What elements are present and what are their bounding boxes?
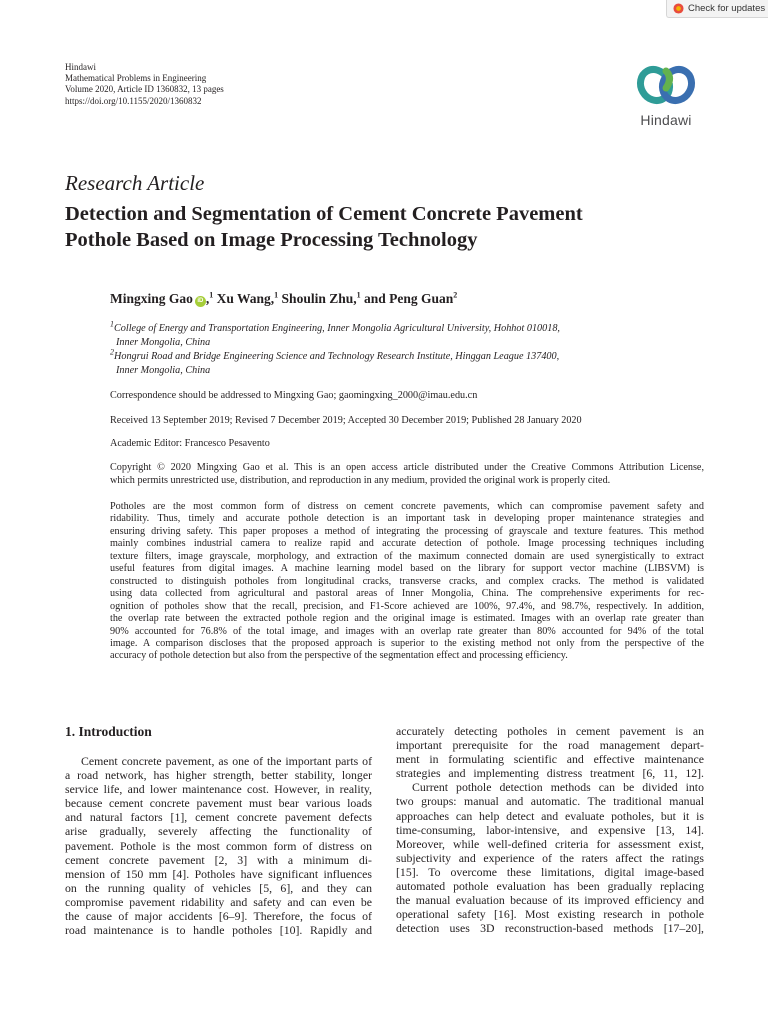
hindawi-logo-icon (635, 60, 697, 110)
abstract-line: accuracy of pothole detection but also from the perspective of the segmentation effect and processing efficiency. (110, 650, 568, 662)
body-line: Current pothole detection methods can be divided into (412, 780, 704, 795)
body-line: important prerequisite for the road management depart- (396, 738, 704, 753)
body-line: detection uses 3D reconstruction-based methods [17–20], (396, 921, 704, 936)
affiliation-1: $^1$College of Energy and Transportation Engineering, Inner Mongolia Agricultural University, Hohhot 010018, Inner Mongolia, China (110, 319, 560, 348)
abstract-line: useful features from digital images. A machine learning model based on the library for support vector machine (LIBSVM) is (110, 563, 704, 575)
section-heading-introduction: 1. Introduction (65, 724, 152, 739)
article-type: Research Article (65, 171, 205, 195)
copyright-notice: Copyright © 2020 Mingxing Gao et al. This is an open access article distributed under the Creative Commons Attribution License, which permits unrestricted use, distribution, and reproduction in any medium, provided the original work is properly cited. (110, 462, 704, 486)
hindawi-logo[interactable] (628, 60, 704, 140)
title-line-2: Pothole Based on Image Processing Technology (65, 228, 478, 251)
body-line: arise gradually, severely affecting the functionality of (65, 824, 372, 839)
abstract-line: Potholes are the most common form of distress on cement concrete pavements, which can compromise pavement safety and (110, 501, 704, 512)
body-column-left (65, 754, 372, 937)
abstract-line: the overlap rate between the extracted pothole region and the original image is estimated. Images with an overlap rate greater than (110, 613, 704, 625)
body-line: subjectivity and experience of the raters affect the ratings (396, 850, 704, 865)
body-line: the cause of major accidents [6–9]. Therefore, the focus of (65, 909, 372, 924)
body-line: and natural factors [1], cement concrete pavement defects (65, 810, 372, 825)
check-for-updates-label: Check for updates (688, 3, 766, 14)
body-line: on the running quality of vehicles [5, 6], and they can (65, 880, 372, 895)
publisher-name: Hindawi (65, 62, 96, 72)
body-line: Moreover, while well-defined criteria for assessment exist, (396, 836, 704, 851)
journal-name: Mathematical Problems in Engineering (65, 73, 207, 84)
body-line: because cement concrete pavement must bear various loads (65, 796, 372, 811)
body-line: time-consuming, labor-intensive, and expensive [13, 14]. (396, 822, 704, 837)
author-affiliation-mark: 1 (209, 290, 214, 300)
volume-line: Volume 2020, Article ID 1360832, 13 pages (65, 84, 224, 95)
correspondence: Correspondence should be addressed to Mingxing Gao; gaomingxing_2000@imau.edu.cn (110, 390, 478, 401)
abstract-line: constructed to distinguish potholes from longitudinal cracks, transverse cracks, and complex cracks. The method is validated (110, 575, 704, 587)
body-line: road maintenance is to handle potholes [10]. Rapidly and (65, 923, 372, 938)
author-affiliation-mark: 2 (453, 290, 458, 300)
academic-editor: Academic Editor: Francesco Pesavento (110, 438, 270, 449)
orcid-icon[interactable]: iD (195, 296, 206, 307)
journal-meta (65, 62, 224, 107)
body-line: a road network, has higher strength, better stability, longer (65, 768, 372, 783)
doi-link[interactable]: https://doi.org/10.1155/2020/1360832 (65, 95, 202, 106)
body-column-right (396, 724, 704, 935)
check-for-updates-icon (673, 3, 684, 14)
article-title (65, 202, 705, 253)
body-line: ment in formulating scientific and effective maintenance (396, 752, 704, 767)
author-name[interactable]: Xu Wang (216, 291, 271, 306)
abstract-line: texture filters, image grayscale, morphology, and extraction of the maximum connected domain are used synergistically to extract (110, 550, 704, 562)
title-line-1: Detection and Segmentation of Cement Concrete Pavement (65, 203, 583, 225)
body-line: mension of 150 mm [4]. Potholes have significant influences (65, 866, 372, 881)
author-name[interactable]: Shoulin Zhu (281, 291, 354, 306)
body-line: approaches can help detect and evaluate potholes, but it is (396, 808, 704, 823)
author-affiliation-mark: 1 (356, 290, 361, 300)
body-line: compromise pavement ridability and safety and can even be (65, 894, 372, 909)
abstract (110, 501, 704, 663)
body-line: service life, and lower maintenance cost. However, in reality, (65, 782, 372, 797)
body-line: pavement. Pothole is the most common form of distress on (65, 838, 372, 853)
body-line: two groups: manual and automatic. The traditional manual (396, 794, 704, 809)
hindawi-logo-text: Hindawi (640, 112, 692, 128)
publication-dates: Received 13 September 2019; Revised 7 December 2019; Accepted 30 December 2019; Published 28 January 2020 (110, 415, 582, 426)
author-affiliation-mark: 1 (274, 290, 279, 300)
abstract-line: mainly combines industrial camera to realize rapid and accurate detection of pothole. Image processing techniques including (110, 538, 704, 550)
body-line: operational safety [16]. Most existing research in pothole (396, 907, 704, 922)
abstract-line: image. A comparison discloses that the proposed approach is superior to the existing method not only from the perspective of the (110, 637, 704, 649)
affiliation-2: $^2$Hongrui Road and Bridge Engineering Science and Technology Research Institute, Hinggan League 137400, Inner Mongolia, China (110, 347, 560, 376)
body-line: Cement concrete pavement, as one of the important parts of (81, 754, 372, 768)
abstract-line: ridability. Thus, timely and accurate pothole detection is an important task in developing proper maintenance strategies and (110, 513, 704, 525)
abstract-line: ognition of potholes show that the recall, precision, and F1-Score achieved are 100%, 97.4%, and 98.7%, respectively. In addition, (110, 600, 704, 612)
check-for-updates-badge[interactable] (666, 0, 768, 18)
body-line: automated pothole evaluation has been gradually replacing (396, 879, 704, 894)
body-line: the manual evaluation because of its improved efficiency and (396, 893, 704, 908)
body-line: accurately detecting potholes in cement pavement is an (396, 724, 704, 738)
author-name[interactable]: Peng Guan (389, 291, 454, 306)
abstract-line: ensuring driving safety. This paper proposes a method of integrating the processing of grayscale and texture features. This method (110, 525, 704, 537)
abstract-line: using data collected from agricultural and pastoral areas of Inner Mongolia, China. The comprehensive experiments for rec- (110, 588, 704, 600)
body-line: [15]. To overcome these limitations, digital image-based (396, 864, 704, 879)
author-list: Mingxing Gao iD ,$^1$ Xu Wang,$^1$ Shoulin Zhu,$^1$ and Peng Guan$^2$ (110, 290, 458, 306)
body-line: cement concrete pavement [2, 3] with a minimum di- (65, 852, 372, 867)
author-name[interactable]: Mingxing Gao (110, 291, 193, 306)
body-line: strategies and implementing distress treatment [6, 11, 12]. (396, 766, 704, 781)
abstract-line: 90% accounted for 76.8% of the total image, and images with an overlap rate greater than 80% accounted for 94% of the total (110, 625, 704, 637)
